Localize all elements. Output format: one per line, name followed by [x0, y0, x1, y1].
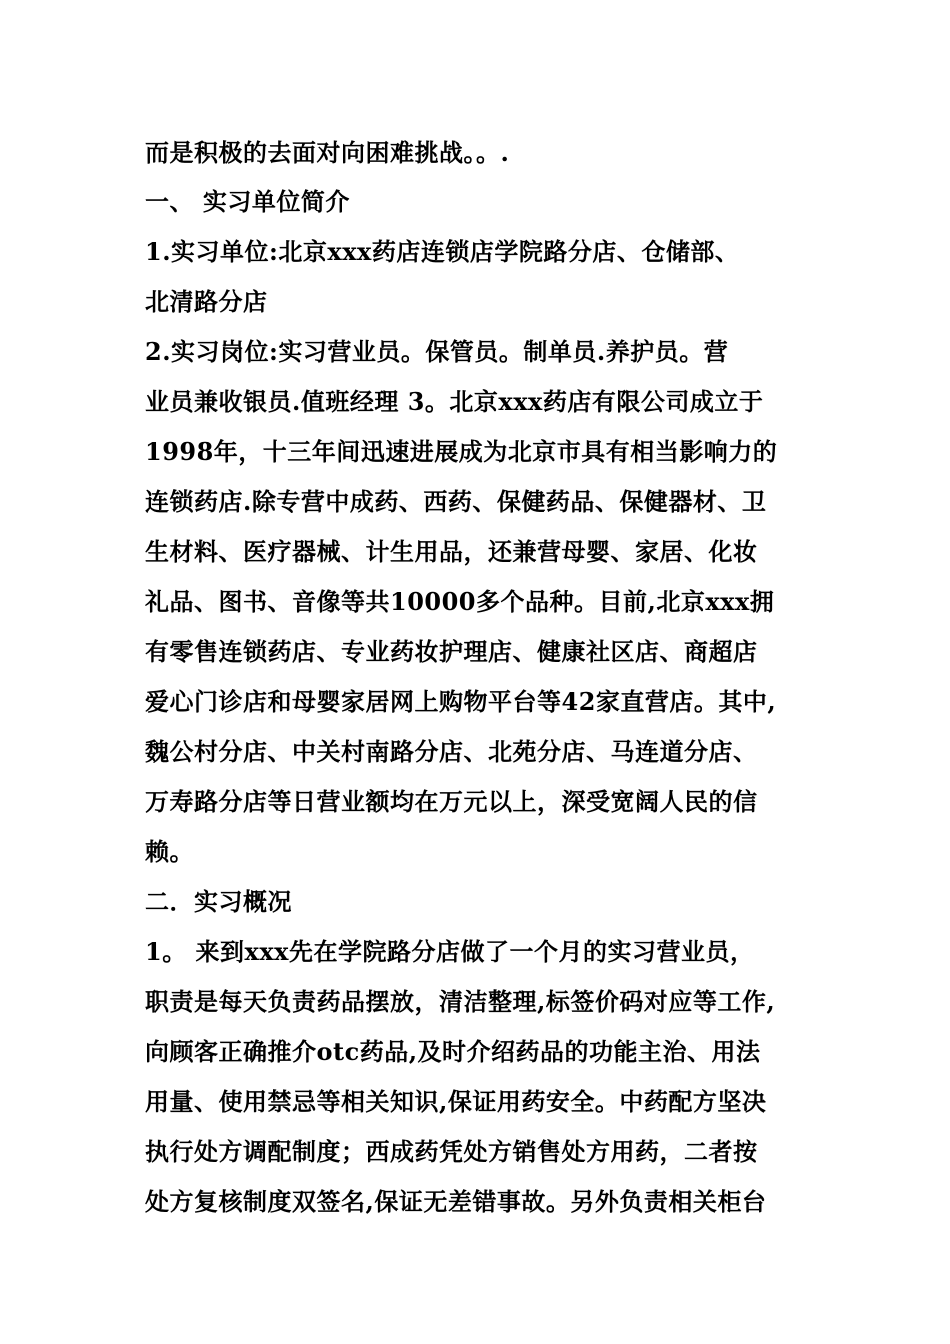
- text-line: 赖。: [145, 837, 194, 866]
- text-line: 职责是每天负责药品摆放，清洁整理,标签价码对应等工作,: [145, 987, 776, 1016]
- text-line: 处方复核制度双签名,保证无差错事故。另外负责相关柜台: [145, 1187, 767, 1216]
- text-line: 1998年，十三年间迅速进展成为北京市具有相当影响力的: [145, 437, 778, 466]
- text-line: 礼品、图书、音像等共10000多个品种。目前,北京xxx拥: [145, 587, 775, 616]
- section-heading: 一、 实习单位简介: [145, 187, 350, 216]
- text-line: 魏公村分店、中关村南路分店、北苑分店、马连道分店、: [145, 737, 758, 766]
- text-line: 用量、使用禁忌等相关知识,保证用药安全。中药配方坚决: [145, 1087, 767, 1116]
- text-line: 1.实习单位:北京xxx药店连锁店学院路分店、仓储部、: [145, 237, 740, 266]
- text-line: 执行处方调配制度；西成药凭处方销售处方用药，二者按: [145, 1137, 758, 1166]
- text-line: 生材料、医疗器械、计生用品，还兼营母婴、家居、化妆: [145, 537, 758, 566]
- text-line: 北清路分店: [145, 287, 268, 316]
- text-line: 爱心门诊店和母婴家居网上购物平台等42家直营店。其中,: [145, 687, 777, 716]
- text-line: 连锁药店.除专营中成药、西药、保健药品、保健器材、卫: [145, 487, 767, 516]
- text-line: 业员兼收银员.值班经理 3。北京xxx药店有限公司成立于: [145, 387, 764, 416]
- text-line: 有零售连锁药店、专业药妆护理店、健康社区店、商超店: [145, 637, 758, 666]
- text-line: 向顾客正确推介otc药品,及时介绍药品的功能主治、用法: [145, 1037, 761, 1066]
- text-line: 万寿路分店等日营业额均在万元以上，深受宽阔人民的信: [145, 787, 758, 816]
- text-line: 而是积极的去面对向困难挑战。。.: [145, 138, 510, 167]
- text-line: 1。 来到xxx先在学院路分店做了一个月的实习营业员，: [145, 937, 755, 966]
- section-heading: 二．实习概况: [145, 887, 292, 916]
- text-line: 2.实习岗位:实习营业员。保管员。制单员.养护员。营: [145, 337, 729, 366]
